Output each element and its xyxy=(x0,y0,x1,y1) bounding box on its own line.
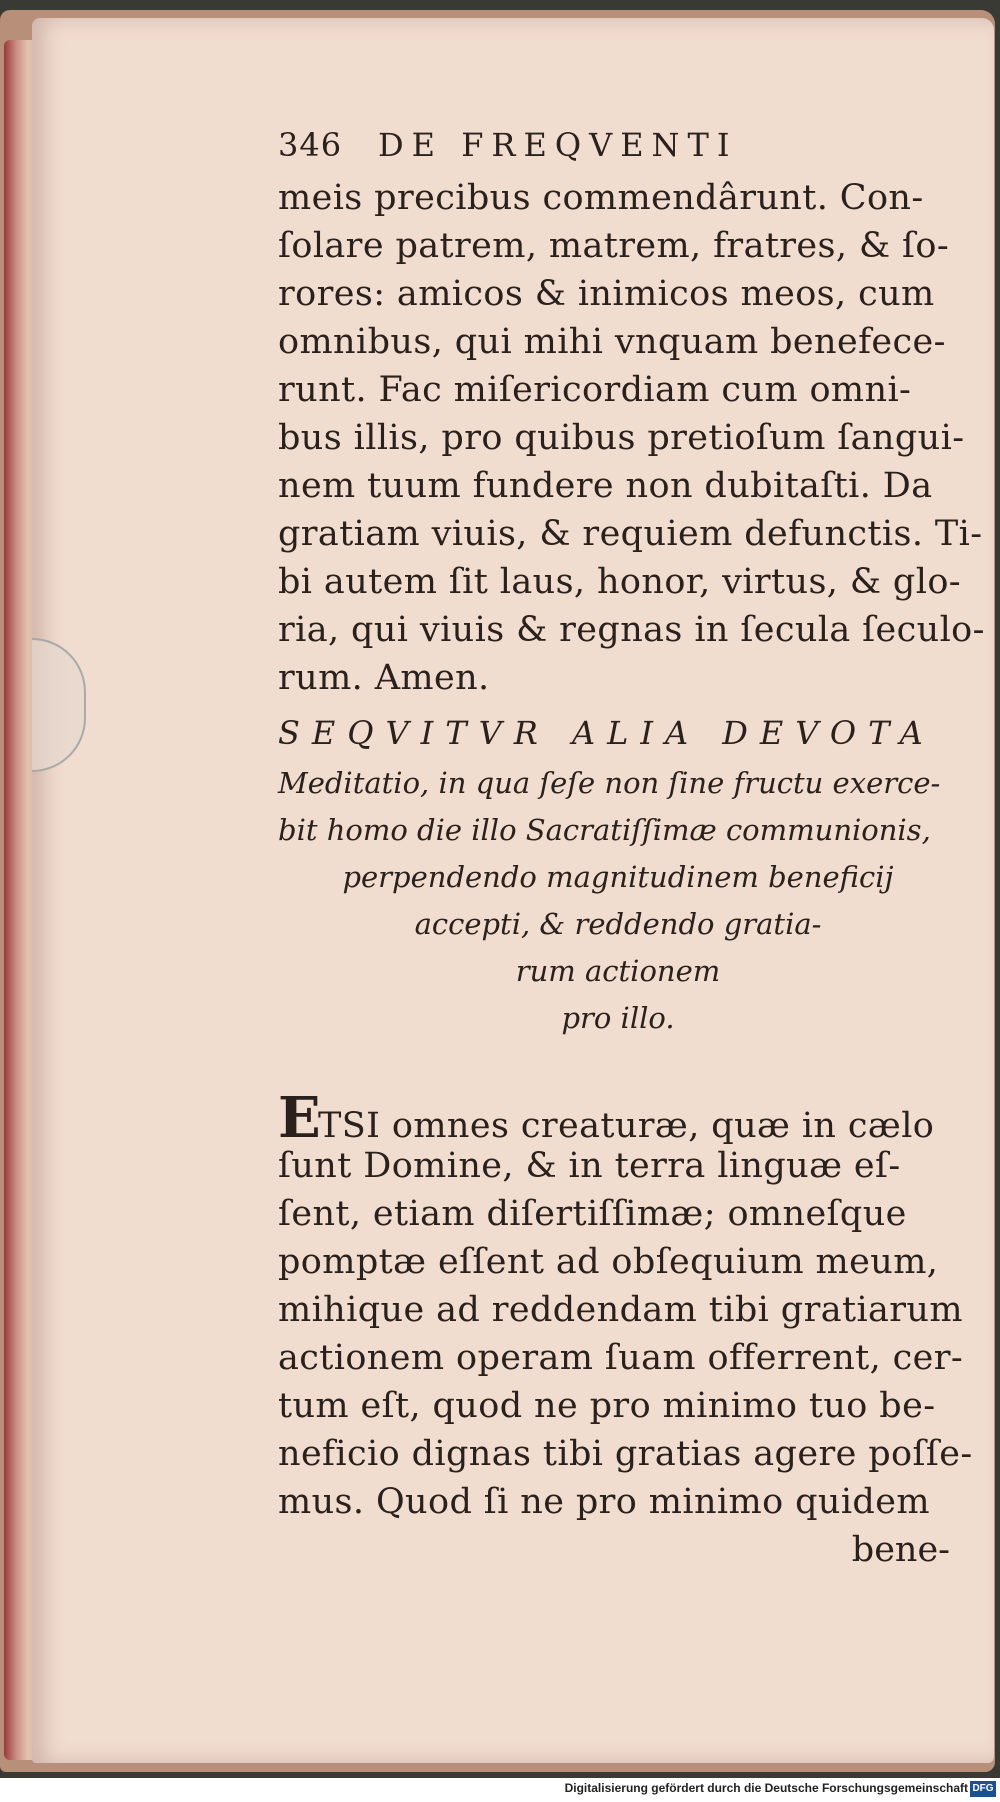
subtitle-line: perpendendo magnitudinem beneficij xyxy=(342,860,894,894)
page-number: 346 xyxy=(278,126,343,164)
text-line: runt. Fac miſericordiam cum omni- xyxy=(278,370,912,410)
text-line: ſent, etiam diſertiſſimæ; omneſque xyxy=(278,1194,907,1234)
footer-strip xyxy=(0,1778,1000,1802)
text-line: meis precibus commendârunt. Con- xyxy=(278,178,924,218)
subtitle-line: pro illo. xyxy=(561,1001,675,1035)
text-line: omnibus, qui mihi vnquam benefece- xyxy=(278,322,946,362)
text-line: ſolare patrem, matrem, fratres, & ſo- xyxy=(278,226,950,266)
running-head xyxy=(278,126,958,174)
text-line: ria, qui viuis & regnas in ſecula ſeculo- xyxy=(278,610,985,650)
section-gap xyxy=(278,1042,958,1094)
running-title: DE FREQVENTI xyxy=(378,126,738,164)
text-line: bus illis, pro quibus pretioſum ſangui- xyxy=(278,418,965,458)
text-line: pomptæ eſſent ad obſequium meum, xyxy=(278,1242,939,1282)
funding-credit: Digitalisierung gefördert durch die Deutsche Forschungsgemeinschaft xyxy=(564,1781,968,1795)
text-line-first xyxy=(278,1085,958,1151)
text-line: gratiam viuis, & requiem defunctis. Ti- xyxy=(278,514,983,554)
dfg-logo: DFG xyxy=(970,1781,996,1797)
drop-capital: E xyxy=(278,1085,322,1151)
subtitle-line: accepti, & reddendo gratia- xyxy=(414,907,822,941)
section-subtitle xyxy=(278,760,958,1042)
page-text xyxy=(278,126,985,1574)
text-line: actionem operam ſuam offerrent, cer- xyxy=(278,1338,964,1378)
text-line: rum. Amen. xyxy=(278,658,490,698)
catchword: bene- xyxy=(851,1530,950,1570)
section-heading: SEQVITVR ALIA DEVOTA xyxy=(278,714,935,752)
text-line: rores: amicos & inimicos meos, cum xyxy=(278,274,935,314)
subtitle-line: Meditatio, in qua ſeſe non ſine fructu exerce- xyxy=(278,766,941,800)
body-top xyxy=(278,174,985,702)
subtitle-line: bit homo die illo Sacratiſſimæ communionis, xyxy=(278,813,931,847)
text-line: mus. Quod ſi ne pro minimo quidem xyxy=(278,1482,930,1522)
text-line: nem tuum fundere non dubitaſti. Da xyxy=(278,466,933,506)
text-line: neficio dignas tibi gratias agere poſſe- xyxy=(278,1434,973,1474)
text-line: bi autem ſit laus, honor, virtus, & glo- xyxy=(278,562,962,602)
text-line: tum eſt, quod ne pro minimo tuo be- xyxy=(278,1386,936,1426)
thumb-index-tab xyxy=(32,638,86,772)
text-line: ſunt Domine, & in terra linguæ eſ- xyxy=(278,1146,901,1186)
subtitle-line: rum actionem xyxy=(515,954,721,988)
text-line: mihique ad reddendam tibi gratiarum xyxy=(278,1290,963,1330)
body-bottom xyxy=(278,1085,973,1574)
first-line-text: TSI omnes creaturæ, quæ in cælo xyxy=(318,1106,935,1146)
